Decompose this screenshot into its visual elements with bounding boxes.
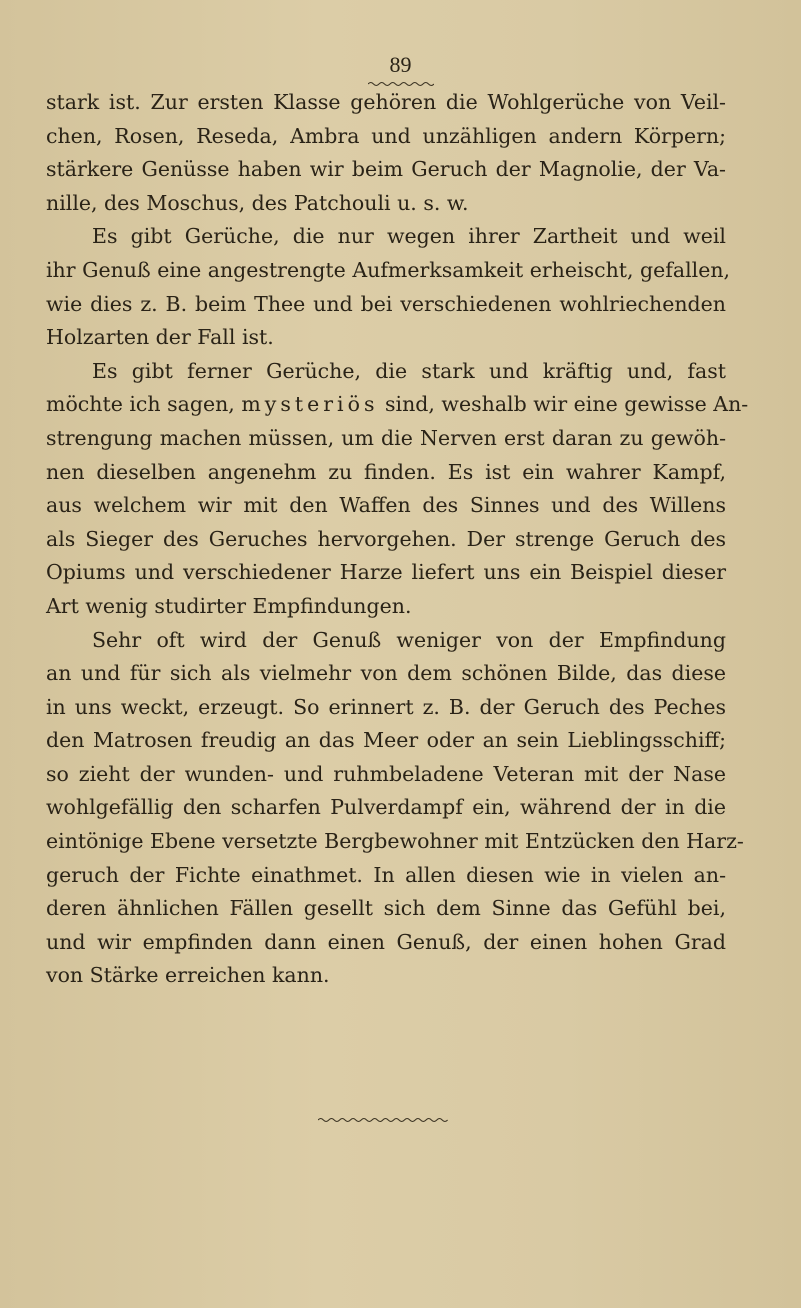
text-line: Holzarten der Fall ist. <box>46 325 274 350</box>
text-line: ihr Genuß eine angestrengte Aufmerksamkeit erheischt, gefallen, <box>46 257 731 282</box>
text-line: strengung machen müssen, um die Nerven erst daran zu gewöh- <box>46 425 726 450</box>
text-line: aus welchem wir mit den Waffen des Sinnes und des Willens <box>46 493 726 518</box>
text-line: wohlgefällig den scharfen Pulverdampf ein, während der in die <box>46 795 726 820</box>
text-line: deren ähnlichen Fällen gesellt sich dem Sinne das Gefühl bei, <box>46 896 726 921</box>
text-line: nen dieselben angenehm zu finden. Es ist ein wahrer Kampf, <box>46 459 726 484</box>
text-line: Art wenig studirter Empfindungen. <box>46 593 412 618</box>
text-line: von Stärke erreichen kann. <box>46 963 330 988</box>
ornament-divider-bottom <box>318 1116 448 1124</box>
text-line: stark ist. Zur ersten Klasse gehören die Wohlgerüche von Veil- <box>46 90 726 114</box>
text-line: so zieht der wunden- und ruhmbeladene Veteran mit der Nase <box>46 761 726 786</box>
body-text <box>46 86 749 993</box>
page-number: 89 <box>389 52 412 77</box>
text-line: an und für sich als vielmehr von dem schönen Bilde, das diese <box>46 661 726 686</box>
text-line: in uns weckt, erzeugt. So erinnert z. B. der Geruch des Peches <box>46 694 726 719</box>
text-line: stärkere Genüsse haben wir beim Geruch der Magnolie, der Va- <box>46 157 726 182</box>
text-line: den Matrosen freudig an das Meer oder an sein Lieblingsschiff; <box>46 728 726 753</box>
text-line: nille, des Moschus, des Patchouli u. s. w. <box>46 190 469 215</box>
text-line: möchte ich sagen, mysteriös sind, weshalb wir eine gewisse An- <box>46 392 749 417</box>
text-line: geruch der Fichte einathmet. In allen diesen wie in vielen an- <box>46 862 726 887</box>
text-line: als Sieger des Geruches hervorgehen. Der strenge Geruch des <box>46 526 726 551</box>
text-line: Sehr oft wird der Genuß weniger von der Empfindung <box>92 627 726 652</box>
text-line: Es gibt ferner Gerüche, die stark und kräftig und, fast <box>92 358 726 383</box>
text-line: und wir empfinden dann einen Genuß, der einen hohen Grad <box>46 929 726 954</box>
text-line: eintönige Ebene versetzte Bergbewohner mit Entzücken den Harz- <box>46 829 744 854</box>
text-line: Es gibt Gerüche, die nur wegen ihrer Zartheit und weil <box>92 224 726 249</box>
text-line: chen, Rosen, Reseda, Ambra und unzähligen andern Körpern; <box>46 123 726 148</box>
text-line: Opiums und verschiedener Harze liefert uns ein Beispiel dieser <box>46 560 726 585</box>
text-line: wie dies z. B. beim Thee und bei verschiedenen wohlriechenden <box>46 291 726 316</box>
